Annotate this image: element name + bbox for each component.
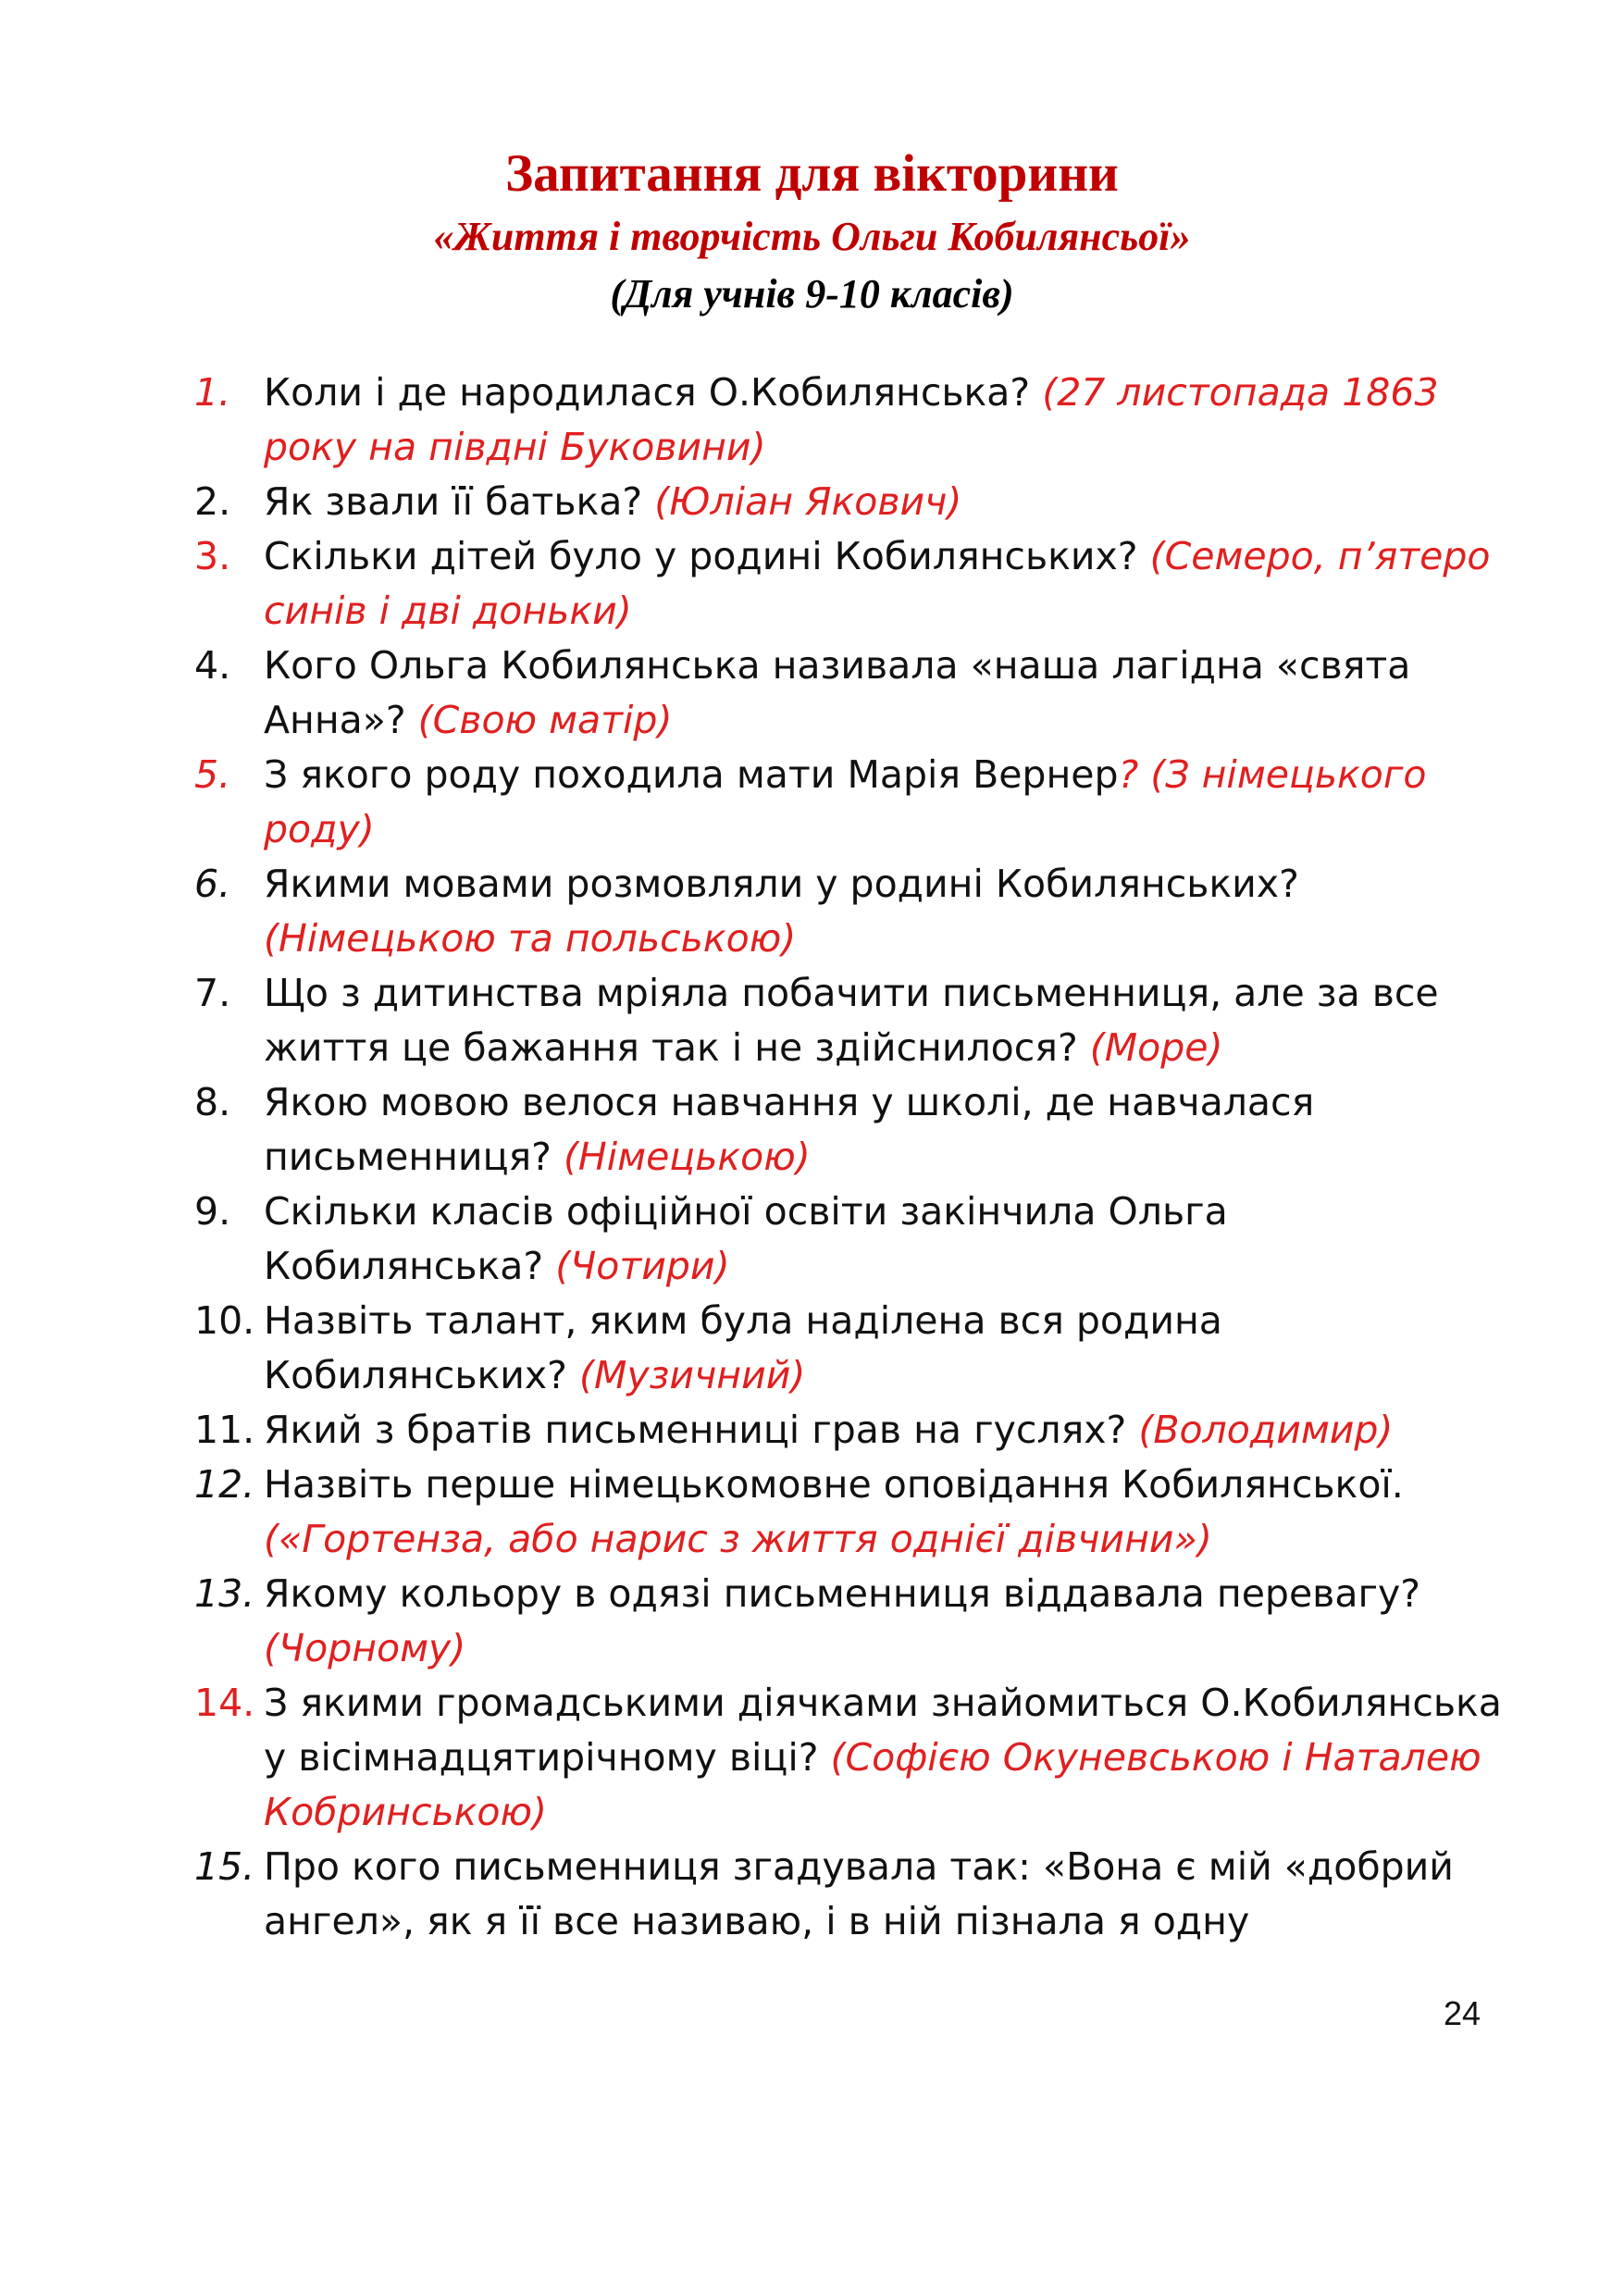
question-text: Кого Ольга Кобилянська називала «наша лагідна «свята Анна»? bbox=[264, 643, 1411, 742]
question-body bbox=[264, 1185, 1508, 1294]
question-body bbox=[264, 529, 1508, 639]
question-body bbox=[264, 1403, 1508, 1458]
title-block bbox=[0, 137, 1624, 320]
question-number: 12. bbox=[194, 1462, 255, 1507]
question-number: 14. bbox=[194, 1681, 255, 1725]
question-text: Коли і де народилася О.Кобилянська? bbox=[264, 370, 1043, 415]
question-text: З якого роду походила мати Марія Вернер bbox=[264, 752, 1119, 797]
question-answer: (Море) bbox=[1089, 1025, 1223, 1070]
question-body bbox=[264, 366, 1508, 475]
question-number: 15. bbox=[194, 1844, 255, 1889]
question-answer: (Німецькою) bbox=[563, 1135, 811, 1179]
question-item bbox=[194, 1567, 1508, 1676]
question-item bbox=[194, 748, 1508, 857]
question-item bbox=[194, 1294, 1508, 1403]
question-item bbox=[194, 1185, 1508, 1294]
question-body bbox=[264, 857, 1508, 966]
question-text: Скільки класів офіційної освіти закінчила Ольга Кобилянська? bbox=[264, 1189, 1228, 1288]
question-text: Як звали її батька? bbox=[264, 479, 655, 524]
question-text: Назвіть талант, яким була наділена вся родина Кобилянських? bbox=[264, 1298, 1222, 1397]
question-answer: («Гортенза, або нарис з життя однієї дівчини») bbox=[264, 1517, 1212, 1561]
question-answer: (Семеро, п’ятеро синів і дві доньки) bbox=[264, 534, 1491, 633]
question-answer: (Юліан Якович) bbox=[654, 479, 962, 524]
question-body bbox=[264, 1458, 1508, 1567]
question-number: 4. bbox=[194, 643, 231, 688]
question-answer: (Музичний) bbox=[578, 1353, 806, 1397]
question-number: 2. bbox=[194, 479, 231, 524]
question-answer: (Чорному) bbox=[264, 1626, 466, 1670]
question-item bbox=[194, 1676, 1508, 1840]
question-number: 13. bbox=[194, 1571, 255, 1616]
question-text: Якому кольору в одязі письменниця віддавала перевагу? bbox=[264, 1571, 1421, 1616]
question-text: Який з братів письменниці грав на гуслях? bbox=[264, 1408, 1139, 1452]
question-text: Що з дитинства мріяла побачити письменниця, але за все життя це бажання так і не здійснилося? bbox=[264, 971, 1439, 1070]
page-title: Запитання для вікторини bbox=[505, 144, 1119, 203]
question-body bbox=[264, 1567, 1508, 1676]
question-number: 11. bbox=[194, 1408, 255, 1452]
question-number: 6. bbox=[194, 862, 231, 906]
question-item bbox=[194, 966, 1508, 1075]
question-body bbox=[264, 1676, 1508, 1840]
question-text: З якими громадськими діячками знайомиться О.Кобилянська у вісімнадцятирічному віці? bbox=[264, 1681, 1502, 1780]
question-text: Якими мовами розмовляли у родині Кобилянських? bbox=[264, 862, 1299, 906]
question-item bbox=[194, 1075, 1508, 1185]
question-answer: (Свою матір) bbox=[417, 698, 673, 742]
question-item bbox=[194, 1458, 1508, 1567]
question-body bbox=[264, 1840, 1508, 1949]
question-body bbox=[264, 475, 1508, 529]
question-body bbox=[264, 1294, 1508, 1403]
question-item bbox=[194, 639, 1508, 748]
page-number: 24 bbox=[1444, 1994, 1481, 2032]
question-item bbox=[194, 857, 1508, 966]
question-answer: ? (З німецького роду) bbox=[264, 752, 1427, 851]
question-text: Про кого письменниця згадувала так: «Вона є мій «добрий ангел», як я її все називаю, і в ній пізнала я одну bbox=[264, 1844, 1454, 1943]
question-body bbox=[264, 639, 1508, 748]
question-number: 10. bbox=[194, 1298, 255, 1343]
question-number: 7. bbox=[194, 971, 231, 1015]
question-body bbox=[264, 1075, 1508, 1185]
question-text: Назвіть перше німецькомовне оповідання Кобилянської. bbox=[264, 1462, 1404, 1507]
question-item bbox=[194, 1840, 1508, 1949]
question-body bbox=[264, 966, 1508, 1075]
page-subtitle: «Життя і творчість Ольги Кобилянсьої» bbox=[433, 214, 1191, 259]
audience-note: (Для учнів 9-10 класів) bbox=[610, 271, 1014, 316]
question-answer: (Софією Окуневською і Наталею Кобринською) bbox=[264, 1735, 1481, 1834]
question-body bbox=[264, 748, 1508, 857]
question-number: 1. bbox=[194, 370, 231, 415]
question-item bbox=[194, 475, 1508, 529]
question-number: 5. bbox=[194, 752, 231, 797]
question-item bbox=[194, 529, 1508, 639]
question-answer: (Німецькою та польською) bbox=[264, 916, 797, 961]
question-text: Якою мовою велося навчання у школі, де навчалася письменниця? bbox=[264, 1080, 1315, 1179]
question-text: Скільки дітей було у родині Кобилянських? bbox=[264, 534, 1150, 578]
question-answer: (Володимир) bbox=[1138, 1408, 1394, 1452]
question-number: 8. bbox=[194, 1080, 231, 1124]
question-list bbox=[194, 366, 1508, 1949]
question-number: 9. bbox=[194, 1189, 231, 1234]
question-item bbox=[194, 366, 1508, 475]
question-answer: (Чотири) bbox=[555, 1244, 730, 1288]
question-answer: (27 листопада 1863 року на півдні Буковини) bbox=[264, 370, 1439, 469]
question-number: 3. bbox=[194, 534, 231, 578]
question-item bbox=[194, 1403, 1508, 1458]
